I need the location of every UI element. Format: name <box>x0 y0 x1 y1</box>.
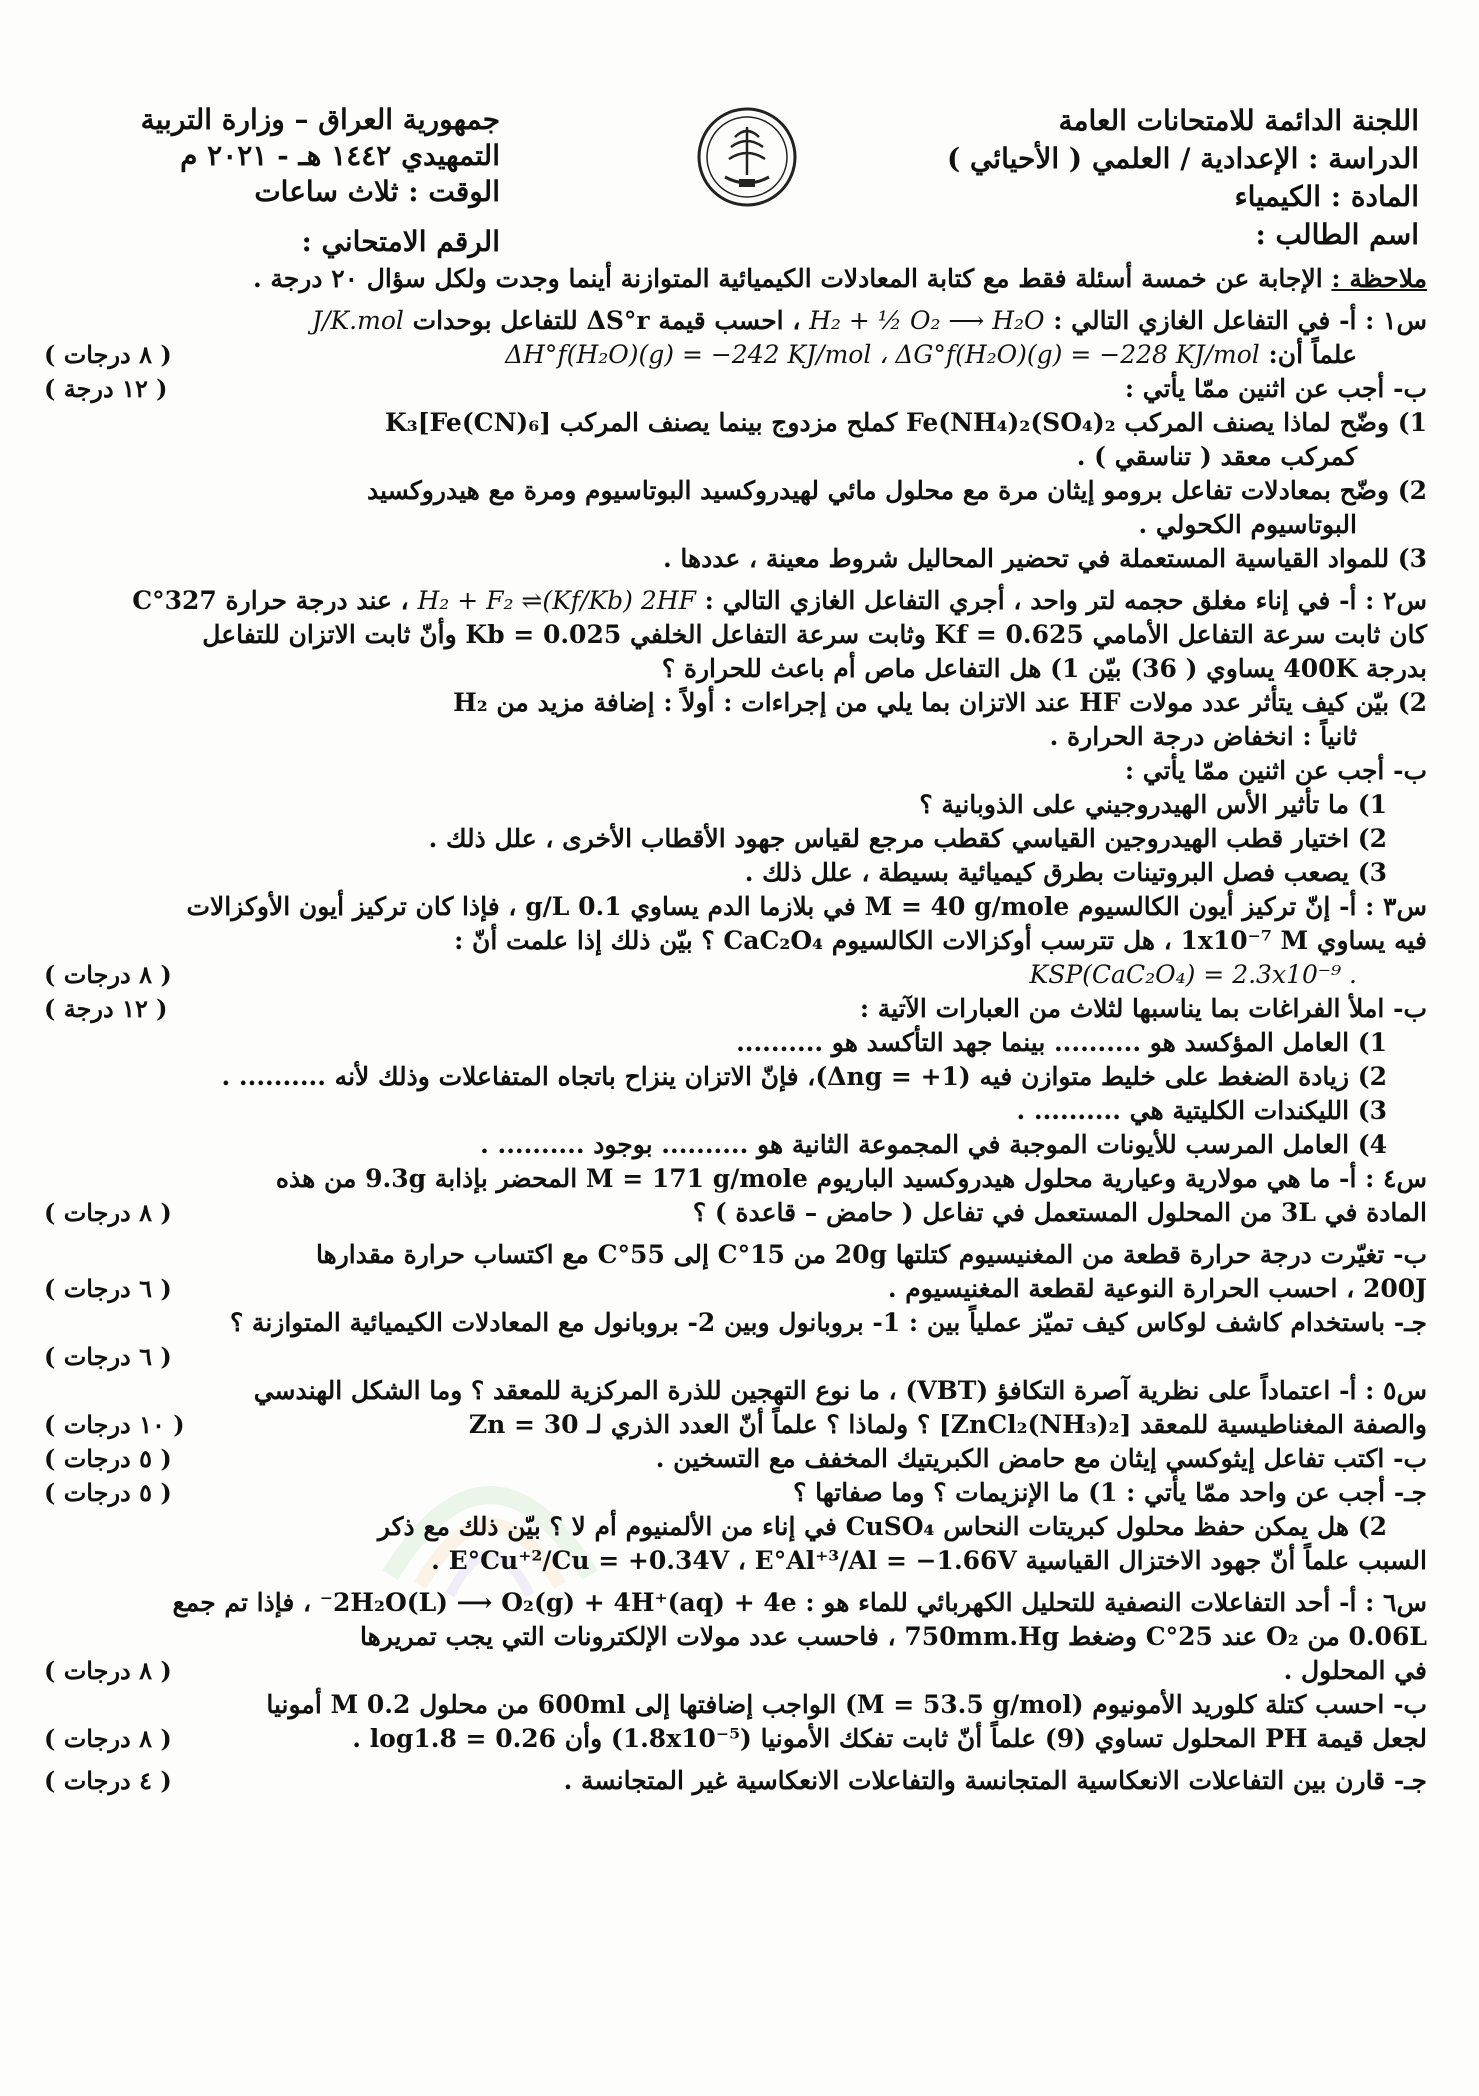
q2-b1: 1) ما تأثير الأس الهيدروجيني على الذوبانية ؟ <box>919 790 1387 819</box>
q5-a-marks: ( ١٠ درجات ) <box>44 1410 185 1439</box>
q1-b2-cont: البوتاسيوم الكحولي . <box>1138 510 1357 539</box>
q6-b-line1: ب- احسب كتلة كلوريد الأمونيوم (M = 53.5 g/mol) الواجب إضافتها إلى 600ml من محلول 0.2 M أمونيا <box>266 1690 1427 1719</box>
exam-session: التمهيدي ١٤٤٢ هـ - ٢٠٢١ م <box>180 139 500 172</box>
q4-c-line1: جـ- باستخدام كاشف لوكاس كيف تميّز عملياً بين : 1- بروبانول وبين 2- بروبانول مع المعادلات الكيميائية المتوازنة ؟ <box>229 1308 1427 1337</box>
q1-a-line1 <box>44 304 1427 338</box>
q6-a-line3-text: في المحلول . <box>1283 1656 1427 1685</box>
q3-a-marks: ( ٨ درجات ) <box>44 960 172 989</box>
exam-number-label: الرقم الامتحاني : <box>301 225 500 258</box>
q3-a-line1: س٣ : أ- إنّ تركيز أيون الكالسيوم M = 40 g/mole في بلازما الدم يساوي 0.1 g/L ، فإذا كان تركيز أيون الأوكزالات <box>186 892 1427 921</box>
q3-b3: 3) الليكندات الكليتية هي .......... . <box>1016 1096 1387 1125</box>
q6-c-line1-text: جـ- قارن بين التفاعلات الانعكاسية المتجانسة والتفاعلات الانعكاسية غير المتجانسة . <box>563 1766 1427 1795</box>
q6-a-line3 <box>44 1654 1427 1688</box>
q1-a-mid: ، احسب قيمة ΔS°r للتفاعل بوحدات <box>412 306 801 335</box>
q5-c-line1 <box>44 1476 1427 1510</box>
q3-b4: 4) العامل المرسب للأيونات الموجبة في المجموعة الثانية هو .......... بوجود .......... . <box>480 1130 1387 1159</box>
q1-a-lead: س١ : أ- في التفاعل الغازي التالي : <box>1053 306 1427 335</box>
student-name-label: اسم الطالب : <box>1255 218 1419 251</box>
q4-b-line2 <box>44 1272 1427 1306</box>
q1-b1: 1) وضّح لماذا يصنف المركب Fe(NH₄)₂(SO₄)₂ كملح مزدوج بينما يصنف المركب K₃[Fe(CN)₆] <box>385 408 1427 437</box>
q5-a-line2-text: والصفة المغناطيسية للمعقد [ZnCl₂(NH₃)₂] ؟ ولماذا ؟ علماً أنّ العدد الذري لـ Zn = 30 <box>468 1410 1427 1439</box>
subject: المادة : الكيمياء <box>1234 180 1419 213</box>
q2-a-temperature: ، عند درجة حرارة 327°C <box>132 586 409 615</box>
q3-ksp-equation: KSP(CaC₂O₄) = 2.3x10⁻⁹ . <box>1029 960 1357 989</box>
header-left <box>60 102 500 260</box>
q3-a-line2: فيه يساوي 1x10⁻⁷ M ، هل تترسب أوكزالات الكالسيوم CaC₂O₄ ؟ بيّن ذلك إذا علمت أنّ : <box>454 926 1427 955</box>
q2-a-lead: س٢ : أ- في إناء مغلق حجمه لتر واحد ، أجري التفاعل الغازي التالي : <box>704 586 1427 615</box>
q5-a-line2 <box>44 1408 1427 1442</box>
q1-a-equation: H₂ + ½ O₂ ⟶ H₂O <box>809 306 1045 335</box>
q4-b-marks: ( ٦ درجات ) <box>44 1274 172 1303</box>
q1-b-lead <box>44 372 1427 406</box>
q4-a-line2-text: المادة في 3L من المحلول المستعمل في تفاعل ( حامض – قاعدة ) ؟ <box>692 1198 1427 1227</box>
header-right <box>859 102 1419 254</box>
q2-b2: 2) اختيار قطب الهيدروجين القياسي كقطب مرجع لقياس جهود الأقطاب الأخرى ، علل ذلك . <box>428 824 1387 853</box>
q2-a-equation: H₂ + F₂ ⇌(Kf/Kb) 2HF <box>417 586 696 615</box>
q2-a-line4: 2) بيّن كيف يتأثر عدد مولات HF عند الاتزان بما يلي من إجراءات : أولاً : إضافة مزيد من H₂ <box>453 688 1427 717</box>
q1-b3: 3) للمواد القياسية المستعملة في تحضير المحاليل شروط معينة ، عددها . <box>662 544 1427 573</box>
q4-b-line2-text: 200J ، احسب الحرارة النوعية لقطعة المغنيسيوم . <box>887 1274 1427 1303</box>
ministry-seal-icon <box>695 105 799 209</box>
q6-b-marks: ( ٨ درجات ) <box>44 1724 172 1753</box>
q3-b2: 2) زيادة الضغط على خليط متوازن فيه (Δng = +1)، فإنّ الاتزان ينزاح باتجاه المتفاعلات وذلك لأنه .......... . <box>221 1062 1387 1091</box>
q6-a-line2: 0.06L من O₂ عند 25°C وضغط 750mm.Hg ، فاحسب عدد مولات الإلكترونات التي يجب تمريرها <box>360 1622 1427 1651</box>
q2-a-line3: بدرجة 400K يساوي ( 36) بيّن 1) هل التفاعل ماص أم باعث للحرارة ؟ <box>661 654 1427 683</box>
q1-a-unit: J/K.mol <box>312 306 404 335</box>
q3-b-lead <box>44 992 1427 1026</box>
q4-c-marks-row <box>44 1340 1427 1374</box>
q5-c-line1-text: جـ- أجب عن واحد ممّا يأتي : 1) ما الإنزيمات ؟ وما صفاتها ؟ <box>793 1478 1427 1507</box>
q5-a-line1: س٥ : أ- اعتماداً على نظرية آصرة التكافؤ (VBT) ، ما نوع التهجين للذرة المركزية للمعقد ؟ وما الشكل الهندسي <box>253 1376 1427 1405</box>
instructions-note <box>44 262 1427 296</box>
q6-c-line1 <box>44 1764 1427 1798</box>
exam-body <box>44 262 1427 1798</box>
q6-b-line2-text: لجعل قيمة PH المحلول تساوي (9) علماً أنّ ثابت تفكك الأمونيا (1.8x10⁻⁵) وأن log1.8 = 0.26 . <box>352 1724 1427 1753</box>
q6-c-marks: ( ٤ درجات ) <box>44 1766 172 1795</box>
q4-a-marks: ( ٨ درجات ) <box>44 1198 172 1227</box>
q1-a-given-equation: ΔH°f(H₂O)(g) = −242 KJ/mol ، ΔG°f(H₂O)(g) = −228 KJ/mol <box>505 340 1260 369</box>
q1-b-lead-text: ب- أجب عن اثنين ممّا يأتي : <box>1124 374 1427 403</box>
q2-a-line5: ثانياً : انخفاض درجة الحرارة . <box>1049 722 1357 751</box>
q5-c-marks: ( ٥ درجات ) <box>44 1478 172 1507</box>
q5-c-line3: السبب علماً أنّ جهود الاختزال القياسية E°Cu⁺²/Cu = +0.34V ، E°Al⁺³/Al = −1.66V . <box>431 1546 1427 1575</box>
q6-a-marks: ( ٨ درجات ) <box>44 1656 172 1685</box>
q2-b-lead: ب- أجب عن اثنين ممّا يأتي : <box>1124 756 1427 785</box>
q5-b-line1-text: ب- اكتب تفاعل إيثوكسي إيثان مع حامض الكبريتيك المخفف مع التسخين . <box>655 1444 1427 1473</box>
q1-a-given-label: علماً أن: <box>1268 340 1357 369</box>
q5-c-line2: 2) هل يمكن حفظ محلول كبريتات النحاس CuSO₄ في إناء من الألمنيوم أم لا ؟ بيّن ذلك مع ذكر <box>377 1512 1387 1541</box>
q2-a-line2: كان ثابت سرعة التفاعل الأمامي Kf = 0.625 وثابت سرعة التفاعل الخلفي Kb = 0.025 وأنّ ثابت الاتزان للتفاعل <box>202 620 1427 649</box>
q6-b-line2 <box>44 1722 1427 1756</box>
note-label: ملاحظة : <box>1331 264 1427 293</box>
q3-b-marks: ( ١٢ درجة ) <box>44 994 168 1023</box>
q6-a-line1: س٦ : أ- أحد التفاعلات النصفية للتحليل الكهربائي للماء هو : 2H₂O(L) ⟶ O₂(g) + 4H⁺(aq) + 4e⁻ ، فإذا تم جمع <box>172 1588 1427 1617</box>
note-text: الإجابة عن خمسة أسئلة فقط مع كتابة المعادلات الكيميائية المتوازنة أينما وجدت ولكل سؤال ٢٠ درجة . <box>253 264 1323 293</box>
q3-a-line3 <box>44 958 1427 992</box>
q3-b1: 1) العامل المؤكسد هو .......... بينما جهد التأكسد هو .......... <box>736 1028 1387 1057</box>
q5-b-line1 <box>44 1442 1427 1476</box>
republic-ministry: جمهورية العراق – وزارة التربية <box>140 103 500 136</box>
q1-b2: 2) وضّح بمعادلات تفاعل برومو إيثان مرة مع محلول مائي لهيدروكسيد البوتاسيوم ومرة مع هيدروكسيد <box>366 476 1427 505</box>
q1-b1-cont: كمركب معقد ( تناسقي ) . <box>1076 442 1357 471</box>
q2-a-line1 <box>44 584 1427 618</box>
study-branch: الدراسة : الإعدادية / العلمي ( الأحيائي ) <box>946 142 1419 175</box>
q4-c-marks: ( ٦ درجات ) <box>44 1342 172 1371</box>
q4-a-line2 <box>44 1196 1427 1230</box>
q1-a-marks: ( ٨ درجات ) <box>44 340 172 369</box>
q1-b-marks: ( ١٢ درجة ) <box>44 374 168 403</box>
exam-duration: الوقت : ثلاث ساعات <box>254 175 500 208</box>
q3-b-lead-text: ب- املأ الفراغات بما يناسبها لثلاث من العبارات الآتية : <box>859 994 1427 1023</box>
q1-a-line2 <box>44 338 1427 372</box>
committee-title: اللجنة الدائمة للامتحانات العامة <box>1058 104 1419 137</box>
q4-a-line1: س٤ : أ- ما هي مولارية وعيارية محلول هيدروكسيد الباريوم M = 171 g/mole المحضر بإذابة 9.3g من هذه <box>275 1164 1427 1193</box>
q4-b-line1: ب- تغيّرت درجة حرارة قطعة من المغنيسيوم كتلتها 20g من 15°C إلى 55°C مع اكتساب حرارة مقدارها <box>315 1240 1427 1269</box>
q5-b-marks: ( ٥ درجات ) <box>44 1444 172 1473</box>
q2-b3: 3) يصعب فصل البروتينات بطرق كيميائية بسيطة ، علل ذلك . <box>744 858 1387 887</box>
